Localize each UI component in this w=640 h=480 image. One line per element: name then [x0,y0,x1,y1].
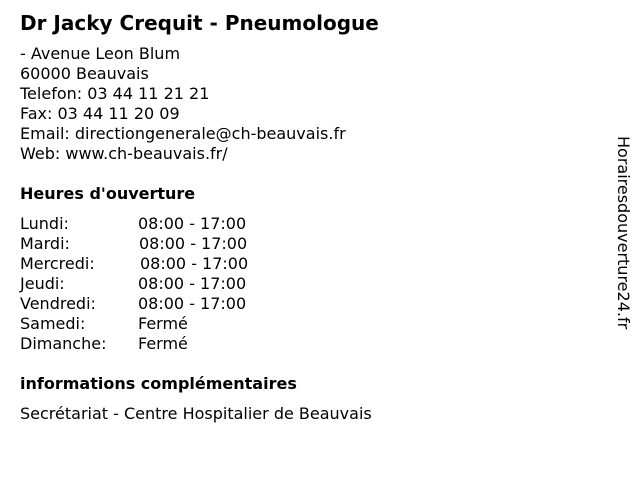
day-label: Mercredi: [20,254,95,273]
hours-row-sunday [20,334,320,354]
page-title: Dr Jacky Crequit - Pneumologue [20,11,379,35]
time-value: 08:00 - 17:00 [138,274,247,293]
website-link[interactable]: Web: www.ch-beauvais.fr/ [20,144,228,163]
fax-number: Fax: 03 44 11 20 09 [20,104,180,123]
day-label: Mardi: [20,234,70,253]
time-value: 08:00 - 17:00 [140,254,249,273]
hours-row-saturday [20,314,320,334]
hours-row-monday [20,214,320,234]
hours-row-thursday [20,274,320,294]
email-link[interactable]: Email: directiongenerale@ch-beauvais.fr [20,124,346,143]
hours-row-friday [20,294,320,314]
phone-number[interactable]: Telefon: 03 44 11 21 21 [20,84,210,103]
additional-info-heading: informations complémentaires [20,374,297,393]
hours-row-tuesday [20,234,320,254]
address-street: - Avenue Leon Blum [20,44,181,63]
opening-hours-heading: Heures d'ouverture [20,184,196,203]
time-value: Fermé [138,334,188,353]
contact-block [20,44,346,164]
day-label: Dimanche: [20,334,107,353]
day-label: Samedi: [20,314,86,333]
day-label: Jeudi: [20,274,65,293]
day-label: Lundi: [20,214,69,233]
site-watermark: Horairesdouverture24.fr [614,136,633,330]
time-value: 08:00 - 17:00 [138,294,247,313]
time-value: 08:00 - 17:00 [139,234,248,253]
additional-info-text: Secrétariat - Centre Hospitalier de Beauvais [20,404,372,423]
hours-row-wednesday [20,254,320,274]
address-city: 60000 Beauvais [20,64,149,83]
opening-hours-table [20,214,320,354]
day-label: Vendredi: [20,294,96,313]
time-value: 08:00 - 17:00 [138,214,247,233]
time-value: Fermé [138,314,188,333]
